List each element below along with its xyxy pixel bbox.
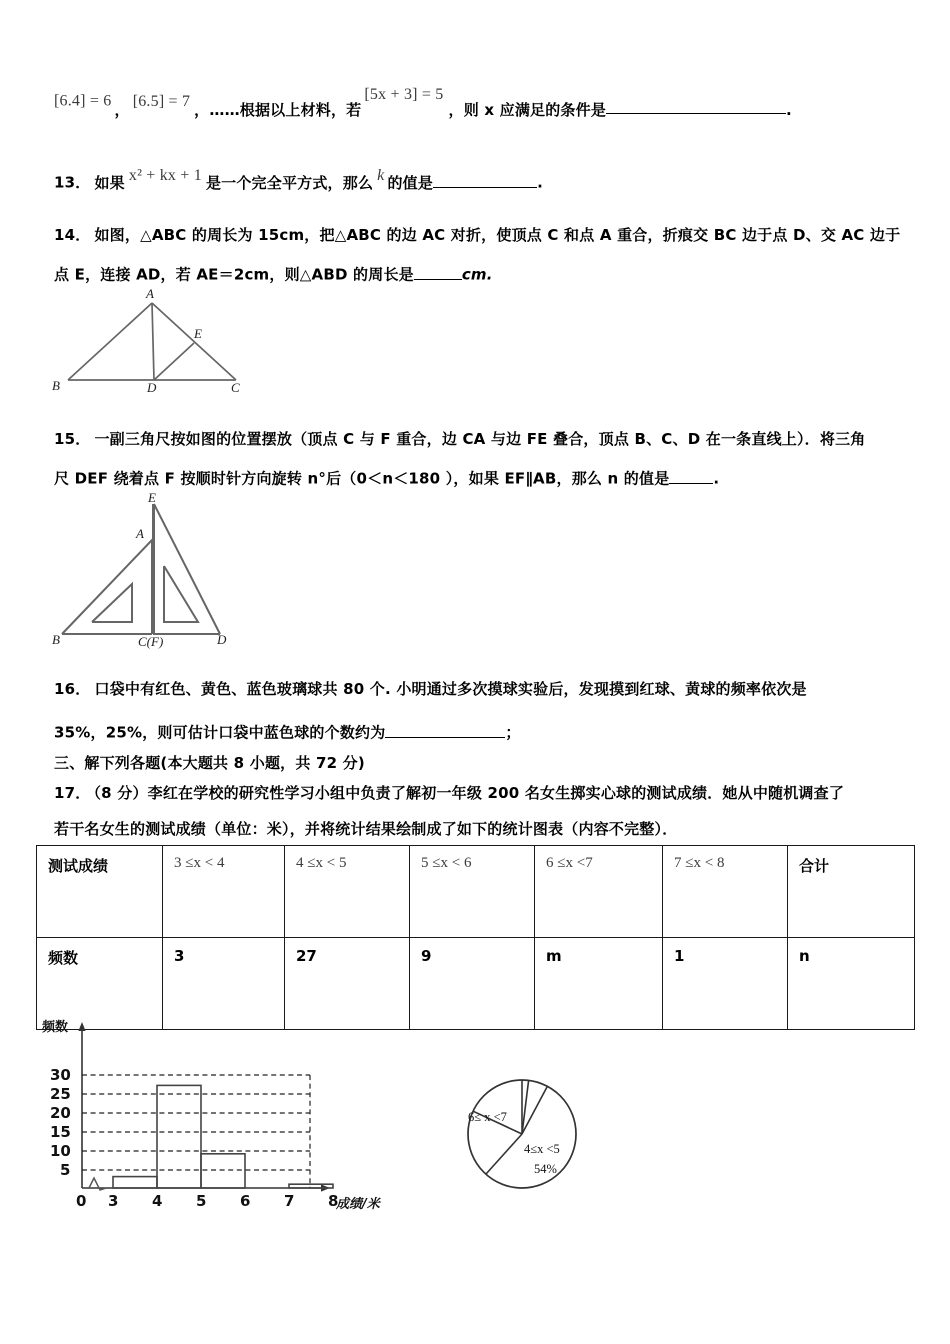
question-16-line-2 [54,722,521,741]
section-3-heading-text: 三、解下列各题(本大题共 8 小题，共 72 分) [54,754,365,772]
histogram-ytick-30: 30 [50,1066,71,1084]
q17-text-line1: 李红在学校的研究性学习小组中负责了解初一年级 200 名女生掷实心球的测试成绩．她从中随机调查了 [147,784,845,802]
question-15-line-2 [54,468,719,487]
table-cell-freq-4: 1 [663,938,788,1030]
histogram-ytick-10: 10 [50,1142,71,1160]
table-row-label-frequency: 频数 [37,938,163,1030]
figure-15-label-D: D [217,632,227,647]
q16-answer-blank[interactable] [385,722,505,738]
q14-text-line2: 点 E，连接 AD，若 AE＝2cm，则△ABD 的周长是 [54,265,414,284]
q12-comma-1: ， [114,100,130,119]
figure-14-label-A: A [146,286,154,301]
histogram-xtick-3: 3 [108,1192,119,1210]
table-cell-freq-0: 3 [163,938,285,1030]
figure-15-label-E: E [148,490,156,505]
figure-15-label-B: B [52,632,60,647]
table-header-col-3: 6 ≤x <7 [535,846,663,938]
q13-period: . [537,173,543,192]
pie-label-4-5-percent: 54% [534,1162,557,1176]
histogram-xtick-8: 8 [328,1192,339,1210]
table-header-col-2: 5 ≤x < 6 [410,846,535,938]
q15-text-line1: 一副三角尺按如图的位置摆放（顶点 C 与 F 重合，边 CA 与边 FE 叠合，顶点 B、C、D 在一条直线上）．将三角 [94,430,866,448]
question-12-tail [54,85,792,119]
q17-score: （8 分） [93,784,148,802]
q13-text-a: 如果 [94,173,125,192]
q13-answer-blank[interactable] [433,172,537,188]
figure-triangle-abc-fold [50,282,310,400]
q12-text-b: ，则 x 应满足的条件是 [448,100,607,119]
figure-14-label-C: C [231,380,240,395]
q16-text-line1: 口袋中有红色、黄色、蓝色玻璃球共 80 个. 小明通过多次摸球实验后，发现摸到红球、黄球的频率依次是 [94,680,807,698]
table-header-col-4: 7 ≤x < 8 [663,846,788,938]
histogram-xlabel: 成绩/米 [336,1197,380,1212]
q12-answer-blank[interactable] [606,98,786,114]
q12-comma-2: ，…… [194,100,240,119]
table-header-col-1: 4 ≤x < 5 [285,846,410,938]
q14-text-line1: 如图，△ABC 的周长为 15cm，把△ABC 的边 AC 对折，使顶点 C 和点 A 重合，折痕交 BC 边于点 D、交 AC 边于 [94,226,901,244]
question-14-line-1 [54,228,900,244]
q16-text-line2: 35%，25%，则可估计口袋中蓝色球的个数约为 [54,723,386,742]
question-15-line-1 [54,432,865,448]
table-cell-freq-3: m [535,938,663,1030]
table-cell-freq-1: 27 [285,938,410,1030]
table-cell-freq-total: n [788,938,915,1030]
q14-number: 14． [54,226,91,244]
figure-14-label-B: B [52,378,60,393]
q12-expr-1: [6.4] = 6 [54,92,112,110]
table-row-header [37,846,915,938]
q13-expression: x² + kx + 1 [128,166,202,184]
histogram-xtick-5: 5 [196,1192,207,1210]
figure-14-label-E: E [194,326,202,341]
histogram-xtick-4: 4 [152,1192,163,1210]
q14-unit: cm. [461,265,493,284]
q12-text-a: 根据以上材料，若 [239,100,362,119]
q17-text-line2: 若干名女生的测试成绩（单位：米），并将统计结果绘制成了如下的统计图表（内容不完整）． [54,820,678,838]
histogram-xtick-6: 6 [240,1192,251,1210]
histogram-xtick-0: 0 [76,1192,87,1210]
figure-15-label-A: A [136,526,144,541]
table-cell-freq-2: 9 [410,938,535,1030]
table-row-frequency [37,938,915,1030]
q13-text-c: 的值是 [387,173,434,192]
question-13 [54,166,543,192]
q15-text-line2: 尺 DEF 绕着点 F 按顺时针方向旋转 n°后（0＜n＜180 ），如果 EF∥AB，那么 n 的值是 [54,469,670,488]
section-3-heading [54,756,365,772]
chart-frequency-histogram [34,1018,394,1223]
table-header-label: 测试成绩 [37,846,163,938]
set-squares-svg [52,492,282,658]
pie-label-4-5: 4≤x <5 [524,1142,560,1156]
histogram-xtick-7: 7 [284,1192,295,1210]
chart-score-distribution-pie [460,1072,590,1198]
question-14-line-2 [54,264,493,283]
pie-svg [460,1072,590,1198]
q15-number: 15． [54,430,91,448]
q12-expr-2: [6.5] = 7 [132,92,191,110]
q15-period: . [713,469,720,488]
q12-period: . [786,100,792,119]
figure-15-label-CF: C(F) [138,634,164,649]
table-header-col-0: 3 ≤x < 4 [163,846,285,938]
question-16-line-1 [54,682,807,698]
q17-number: 17． [54,784,91,802]
histogram-ytick-25: 25 [50,1085,71,1103]
q13-variable: k [377,166,385,184]
histogram-ytick-5: 5 [60,1161,71,1179]
q13-text-b: 是一个完全平方式，那么 [205,173,374,192]
q12-expr-3: [5x + 3] = 5 [364,85,444,103]
histogram-ytick-20: 20 [50,1104,71,1122]
statistics-table [36,845,915,1030]
question-17-line-2 [54,822,677,838]
q14-answer-blank[interactable] [414,264,462,280]
question-17-line-1 [54,786,844,802]
figure-two-set-squares [52,492,282,658]
q16-number: 16． [54,680,91,698]
pie-label-6-7: 6≤ x <7 [468,1110,507,1124]
histogram-ylabel: 频数 [42,1020,69,1035]
q15-answer-blank[interactable] [669,468,713,484]
q13-number: 13． [54,173,91,192]
histogram-ytick-15: 15 [50,1123,71,1141]
triangle-abc-svg [50,282,310,400]
table-header-col-total: 合计 [788,846,915,938]
q16-semicolon: ； [505,723,521,742]
figure-14-label-D: D [147,380,157,395]
